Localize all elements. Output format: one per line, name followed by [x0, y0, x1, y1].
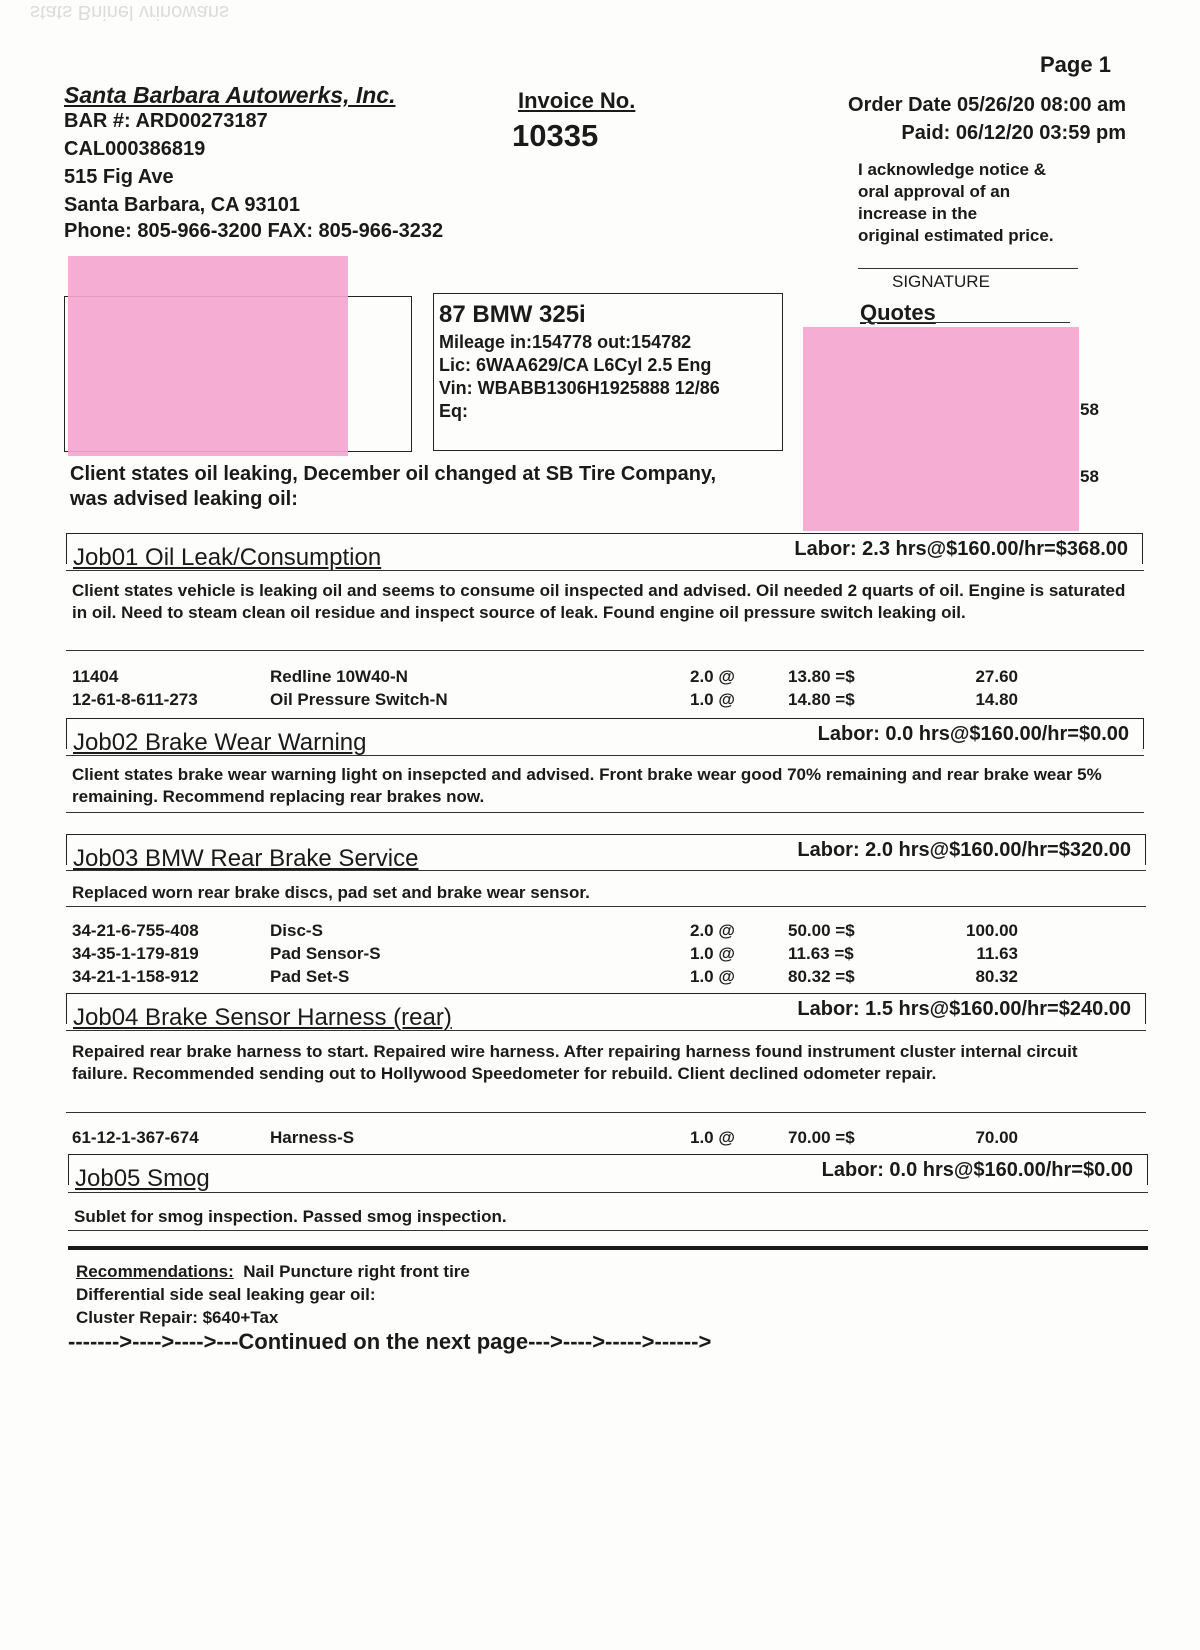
job-description: Repaired rear brake harness to start. Repaired wire harness. After repairing harness found instrument cluster internal circuit failure. Recommended sending out to Hollywood Speedometer for rebuild. Client declined odometer repair.: [72, 1042, 1078, 1083]
part-row: [72, 690, 1112, 712]
part-row: [72, 921, 1112, 943]
vehicle-title: 87 BMW 325i: [439, 301, 586, 328]
part-qty: 2.0 @: [690, 667, 735, 686]
part-total: 14.80: [975, 690, 1018, 709]
part-price: 11.63 =$: [788, 944, 854, 963]
recommendation-item: Cluster Repair: $640+Tax: [76, 1308, 279, 1327]
paid-date: Paid: 06/12/20 03:59 pm: [901, 122, 1126, 144]
divider: [66, 650, 1144, 651]
part-qty: 1.0 @: [690, 967, 735, 986]
part-total: 11.63: [976, 944, 1018, 963]
ack-line: oral approval of an: [858, 182, 1011, 201]
quote-amount: 58: [1080, 400, 1099, 419]
part-row: [72, 667, 1112, 689]
job-title: Job04 Brake Sensor Harness (rear): [73, 1004, 452, 1031]
invoice-number: 10335: [512, 118, 599, 153]
job-description: Sublet for smog inspection. Passed smog inspection.: [74, 1207, 507, 1226]
recommendation-item: Nail Puncture right front tire: [243, 1262, 470, 1281]
order-date: Order Date 05/26/20 08:00 am: [848, 94, 1126, 116]
job-description: Client states vehicle is leaking oil and seems to consume oil inspected and advised. Oil needed 2 quarts of oil. Engine is saturated in oil. Need to steam clean oil residue and inspect source of leak. Found engine oil pressure switch leaking oil.: [72, 581, 1126, 622]
recommendations: [76, 1260, 470, 1329]
part-price: 14.80 =$: [788, 690, 855, 709]
quotes-label: Quotes: [860, 300, 936, 325]
job-header-underline: [66, 570, 1144, 571]
cal-number: CAL000386819: [64, 138, 206, 160]
part-name: Pad Sensor-S: [270, 944, 381, 963]
part-name: Disc-S: [270, 921, 323, 940]
complaint-line: Client states oil leaking, December oil changed at SB Tire Company,: [70, 463, 717, 485]
job-description: Client states brake wear warning light on insepcted and advised. Front brake wear good 70% remaining and rear brake wear 5% remaining. Recommend replacing rear brakes now.: [72, 765, 1102, 806]
part-number: 11404: [72, 667, 119, 686]
divider: [66, 1112, 1146, 1113]
job-labor: Labor: 1.5 hrs@$160.00/hr=$240.00: [797, 998, 1131, 1020]
job-title: Job05 Smog: [75, 1165, 210, 1192]
part-row: [72, 944, 1112, 966]
part-row: [72, 1128, 1112, 1150]
job-header-job05: [68, 1154, 1148, 1192]
part-total: 100.00: [966, 921, 1018, 940]
part-number: 61-12-1-367-674: [72, 1128, 199, 1147]
job-title: Job02 Brake Wear Warning: [73, 729, 367, 756]
quote-amount: 58: [1080, 467, 1099, 486]
recommendations-label: Recommendations:: [76, 1262, 234, 1281]
part-price: 70.00 =$: [788, 1128, 855, 1147]
job-title: Job03 BMW Rear Brake Service: [73, 845, 419, 872]
redacted-customer-info: [68, 256, 348, 456]
part-name: Redline 10W40-N: [270, 667, 408, 686]
job-header-underline: [66, 870, 1146, 871]
signature-line: [858, 268, 1078, 269]
part-total: 70.00: [975, 1128, 1018, 1147]
job-title: Job01 Oil Leak/Consumption: [73, 544, 382, 571]
job-labor: Labor: 2.3 hrs@$160.00/hr=$368.00: [794, 538, 1128, 560]
part-name: Pad Set-S: [270, 967, 350, 986]
bleed-through-text: stats Bninel vrinowans: [30, 1, 229, 23]
part-number: 34-35-1-179-819: [72, 944, 199, 963]
vehicle-mileage: Mileage in:154778 out:154782: [439, 332, 692, 352]
part-qty: 1.0 @: [690, 1128, 735, 1147]
vehicle-license: Lic: 6WAA629/CA L6Cyl 2.5 Eng: [439, 355, 712, 375]
job-header-job01: [66, 533, 1143, 571]
part-price: 80.32 =$: [788, 967, 855, 986]
part-qty: 2.0 @: [690, 921, 735, 940]
part-total: 27.60: [975, 667, 1018, 686]
part-name: Harness-S: [270, 1128, 355, 1147]
job-header-underline: [66, 1030, 1146, 1031]
divider: [66, 812, 1144, 813]
job-description: Replaced worn rear brake discs, pad set and brake wear sensor.: [72, 883, 590, 902]
quotes-underline: [860, 322, 1070, 323]
company-name: Santa Barbara Autowerks, Inc.: [64, 82, 396, 108]
part-number: 34-21-6-755-408: [72, 921, 199, 940]
job-header-job04: [66, 993, 1146, 1031]
acknowledgement-text: [858, 159, 1054, 247]
part-total: 80.32: [975, 967, 1018, 986]
ack-line: increase in the: [858, 204, 978, 223]
client-complaint: [70, 462, 716, 512]
vehicle-vin: Vin: WBABB1306H1925888 12/86: [439, 378, 720, 398]
part-number: 12-61-8-611-273: [72, 690, 198, 709]
job-header-underline: [66, 755, 1144, 756]
signature-label: SIGNATURE: [892, 272, 990, 291]
part-price: 50.00 =$: [788, 921, 855, 940]
page-number: Page 1: [1040, 52, 1111, 77]
job-labor: Labor: 2.0 hrs@$160.00/hr=$320.00: [797, 839, 1131, 861]
job-labor: Labor: 0.0 hrs@$160.00/hr=$0.00: [817, 723, 1129, 745]
part-qty: 1.0 @: [690, 944, 735, 963]
divider: [68, 1230, 1148, 1231]
redacted-quotes: [803, 327, 1079, 531]
job-header-job02: [66, 718, 1144, 756]
part-number: 34-21-1-158-912: [72, 967, 199, 986]
phone-fax: Phone: 805-966-3200 FAX: 805-966-3232: [64, 220, 444, 242]
part-qty: 1.0 @: [690, 690, 735, 709]
ack-line: original estimated price.: [858, 226, 1054, 245]
complaint-line: was advised leaking oil:: [70, 488, 298, 510]
bar-number: BAR #: ARD00273187: [64, 110, 268, 132]
job-header-job03: [66, 834, 1146, 872]
part-name: Oil Pressure Switch-N: [270, 690, 448, 709]
ack-line: I acknowledge notice &: [858, 160, 1046, 179]
vehicle-eq: Eq:: [439, 401, 468, 421]
recommendation-item: Differential side seal leaking gear oil:: [76, 1285, 376, 1304]
divider: [66, 906, 1146, 907]
invoice-label: Invoice No.: [518, 88, 636, 113]
part-row: [72, 967, 1112, 989]
continued-notice: ------->---->---->---Continued on the next page--->---->----->------>: [68, 1329, 712, 1354]
job-header-underline: [68, 1192, 1148, 1193]
address-line-2: Santa Barbara, CA 93101: [64, 194, 301, 216]
job-labor: Labor: 0.0 hrs@$160.00/hr=$0.00: [821, 1159, 1133, 1181]
address-line-1: 515 Fig Ave: [64, 166, 174, 188]
part-price: 13.80 =$: [788, 667, 855, 686]
thick-separator: [68, 1246, 1148, 1250]
